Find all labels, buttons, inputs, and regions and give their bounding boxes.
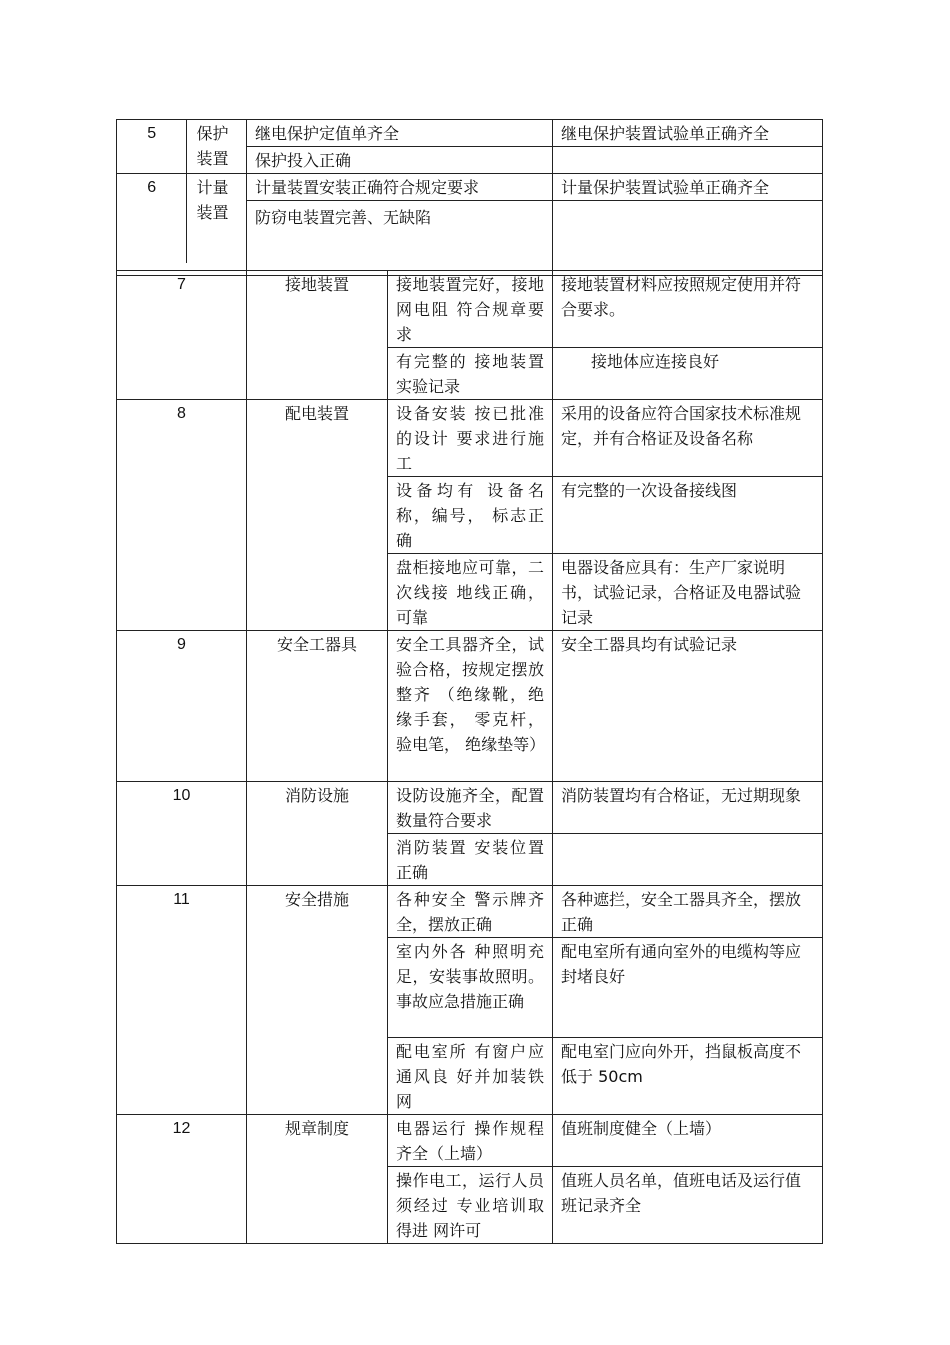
item-requirement: 有完整的 接地装置实验记录 — [388, 348, 553, 400]
item-requirement: 设备安装 按已批准的设计 要求进行施工 — [388, 400, 553, 477]
item-number: 12 — [117, 1115, 247, 1244]
item-category: 规章制度 — [247, 1115, 388, 1244]
table-row — [117, 120, 823, 147]
item-requirement: 室内外各 种照明充足，安装事故照明。事故应急措施正确 — [388, 938, 553, 1038]
item-requirement: 计量装置安装正确符合规定要求 — [247, 174, 553, 201]
item-category: 计量装置 — [187, 174, 247, 276]
item-note: 配电室门应向外开，挡鼠板高度不低于 50cm — [553, 1038, 823, 1115]
item-category: 安全措施 — [247, 886, 388, 1115]
table-row — [117, 1115, 823, 1167]
item-requirement: 继电保护定值单齐全 — [247, 120, 553, 147]
inspection-table-main — [116, 270, 823, 1244]
item-category: 安全工器具 — [247, 631, 388, 782]
item-category: 配电装置 — [247, 400, 388, 631]
item-number: 8 — [117, 400, 247, 631]
item-note: 继电保护装置试验单正确齐全 — [553, 120, 823, 147]
table-row — [117, 271, 823, 348]
item-requirement: 设备均有 设备名称，编号， 标志正确 — [388, 477, 553, 554]
item-number: 10 — [117, 782, 247, 886]
item-note: 有完整的一次设备接线图 — [553, 477, 823, 554]
item-note: 值班制度健全（上墙） — [553, 1115, 823, 1167]
table-row — [117, 400, 823, 477]
item-requirement: 保护投入正确 — [247, 147, 553, 174]
item-note: 采用的设备应符合国家技术标准规定，并有合格证及设备名称 — [553, 400, 823, 477]
item-number: 11 — [117, 886, 247, 1115]
item-note: 值班人员名单，值班电话及运行值班记录齐全 — [553, 1167, 823, 1244]
item-note: 消防装置均有合格证，无过期现象 — [553, 782, 823, 834]
item-note: 各种遮拦，安全工器具齐全，摆放正确 — [553, 886, 823, 938]
item-note — [553, 147, 823, 174]
item-note — [553, 201, 823, 276]
item-requirement: 配电室所 有窗户应通风良 好并加装铁网 — [388, 1038, 553, 1115]
item-number: 5 — [117, 120, 187, 174]
item-number: 9 — [117, 631, 247, 782]
item-note: 接地装置材料应按照规定使用并符合要求。 — [553, 271, 823, 348]
item-category: 消防设施 — [247, 782, 388, 886]
item-requirement: 操作电工，运行人员须经过 专业培训取得进 网许可 — [388, 1167, 553, 1244]
table-row — [117, 782, 823, 834]
column-divider — [186, 119, 187, 263]
item-number: 6 — [117, 174, 187, 276]
item-requirement: 安全工具器齐全，试验合格，按规定摆放整齐 （绝缘靴，绝缘手套， 零克杆，验电笔， 绝缘垫等） — [388, 631, 553, 782]
item-note: 安全工器具均有试验记录 — [553, 631, 823, 782]
item-note: 接地体应连接良好 — [553, 348, 823, 400]
table-row — [117, 174, 823, 201]
item-requirement: 盘柜接地应可靠，二次线接 地线正确，可靠 — [388, 554, 553, 631]
item-requirement: 消防装置 安装位置正确 — [388, 834, 553, 886]
table-row — [117, 886, 823, 938]
item-category: 接地装置 — [247, 271, 388, 400]
item-requirement: 接地装置完好，接地网电阻 符合规章要求 — [388, 271, 553, 348]
item-note — [553, 834, 823, 886]
item-requirement: 设防设施齐全，配置数量符合要求 — [388, 782, 553, 834]
item-note: 配电室所有通向室外的电缆构等应封堵良好 — [553, 938, 823, 1038]
item-requirement: 各种安全 警示牌齐全，摆放正确 — [388, 886, 553, 938]
item-note: 电器设备应具有：生产厂家说明书，试验记录，合格证及电器试验记录 — [553, 554, 823, 631]
item-number: 7 — [117, 271, 247, 400]
item-requirement: 电器运行 操作规程齐全（上墙） — [388, 1115, 553, 1167]
inspection-table-top — [116, 119, 823, 276]
item-category: 保护装置 — [187, 120, 247, 174]
table-row — [117, 631, 823, 782]
item-note: 计量保护装置试验单正确齐全 — [553, 174, 823, 201]
item-requirement: 防窃电装置完善、无缺陷 — [247, 201, 553, 276]
